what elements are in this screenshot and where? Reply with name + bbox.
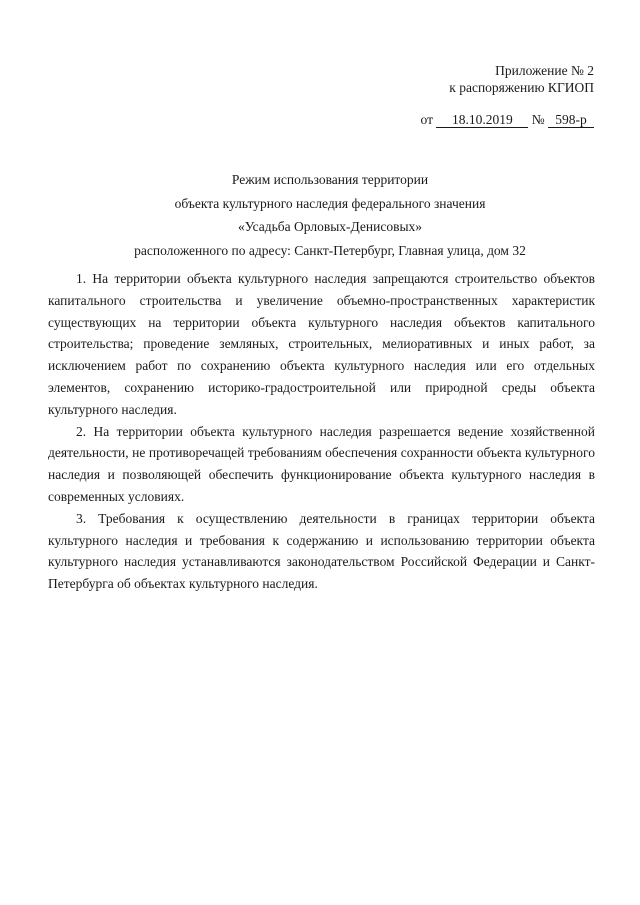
title-line-1: Режим использования территории (231, 172, 429, 187)
paragraph-1: 1. На территории объекта культурного наследия запрещаются строительство объектов капитального строительства и увеличение объемно-пространственных характеристик существующих на территории объекта культурного наследия объектов капитального строительства; проведение земляных, строительных, мелиоративных и иных работ, за исключением работ по сохранению объекта культурного наследия или его отдельных элементов, сохранению историко-градостроительной или природной среды объекта культурного наследия. (48, 271, 595, 417)
document-date-line (421, 111, 595, 128)
paragraph-2: 2. На территории объекта культурного наследия разрешается ведение хозяйственной деятельности, не противоречащей требованиям обеспечения сохранности объекта культурного наследия и позволяющей обеспечить функционирование объекта культурного наследия в современных условиях. (48, 423, 595, 504)
document-title (60, 168, 600, 262)
document-date: 18.10.2019 (436, 113, 528, 128)
attachment-number: Приложение № 2 (495, 63, 594, 78)
document-number: 598-р (548, 113, 594, 128)
attachment-reference: к распоряжению КГИОП (449, 80, 594, 95)
attachment-header (449, 62, 594, 96)
title-line-4: расположенного по адресу: Санкт-Петербург, Главная улица, дом 32 (134, 242, 526, 258)
from-label: от (420, 112, 433, 127)
title-line-2: объекта культурного наследия федерального значения (174, 195, 486, 211)
document-body (48, 268, 595, 595)
title-line-3: «Усадьба Орловых-Денисовых» (237, 219, 423, 234)
number-label: № (531, 112, 545, 127)
paragraph-3: 3. Требования к осуществлению деятельности в границах территории объекта культурного наследия и требования к содержанию и использованию территории объекта культурного наследия устанавливаются законодательством Российской Федерации и Санкт-Петербурга об объектах культурного наследия. (48, 510, 595, 592)
